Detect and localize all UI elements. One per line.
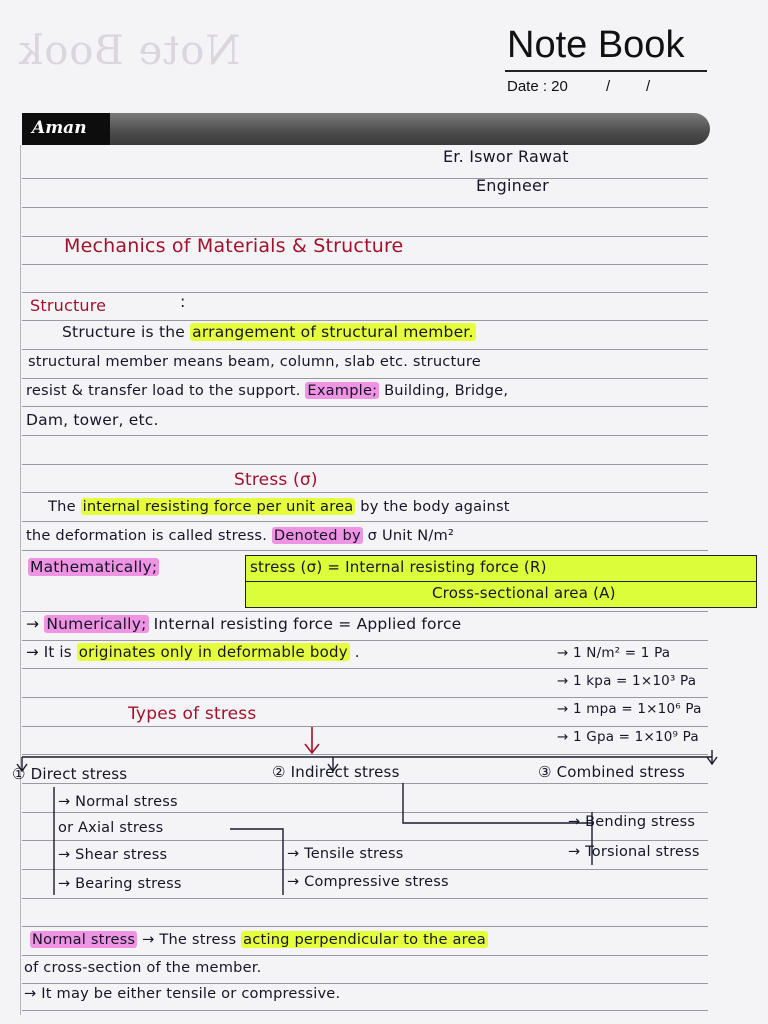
owner-name: Aman: [22, 113, 110, 145]
normal-stress-line-2: of cross-section of the member.: [24, 959, 262, 976]
highlight: Mathematically;: [30, 558, 158, 576]
date-slash: /: [646, 78, 651, 95]
shear-stress-item: → Shear stress: [58, 847, 168, 863]
formula-denominator: Cross-sectional area (A): [432, 584, 616, 602]
date-label: Date : 20: [507, 78, 568, 95]
highlight: Normal stress: [32, 931, 136, 948]
highlight: Example;: [307, 382, 378, 399]
author-role: Engineer: [476, 176, 549, 195]
highlight: acting perpendicular to the area: [243, 931, 486, 948]
structure-colon: :: [180, 292, 186, 311]
bending-stress-item: → Bending stress: [568, 814, 696, 830]
highlight: internal resisting force per unit area: [82, 498, 354, 515]
date-slash: /: [606, 78, 611, 95]
stress-title: Stress (σ): [234, 470, 318, 490]
torsional-stress-item: → Torsional stress: [568, 844, 700, 860]
page-heading: Mechanics of Materials & Structure: [64, 235, 404, 257]
unit-conversion: → 1 Gpa = 1×10⁹ Pa: [557, 729, 699, 745]
author-name: Er. Iswor Rawat: [443, 147, 569, 166]
structure-term: Structure: [30, 296, 107, 315]
highlight: arrangement of structural member.: [192, 323, 474, 341]
formula-numerator: stress (σ) = Internal resisting force (R): [250, 558, 547, 576]
notebook-title: Note Book: [507, 24, 685, 66]
normal-stress-item: → Normal stress: [58, 794, 178, 810]
text: Internal resisting force = Applied force: [153, 615, 462, 633]
text: → It is: [26, 643, 72, 661]
text: the deformation is called stress.: [26, 527, 268, 544]
text: Building, Bridge,: [384, 382, 509, 399]
text: by the body against: [360, 498, 510, 515]
unit-conversion: → 1 mpa = 1×10⁶ Pa: [557, 701, 702, 717]
text: → The stress: [142, 931, 237, 948]
indirect-stress: ② Indirect stress: [272, 763, 400, 781]
combined-stress: ③ Combined stress: [538, 763, 685, 781]
highlight: Denoted by: [273, 527, 361, 544]
unit-conversion: → 1 N/m² = 1 Pa: [557, 645, 671, 661]
unit-conversion: → 1 kpa = 1×10³ Pa: [557, 673, 697, 689]
types-title: Types of stress: [128, 704, 257, 724]
text: resist & transfer load to the support.: [26, 382, 301, 399]
text: The: [48, 498, 76, 515]
normal-stress-line-3: → It may be either tensile or compressive.: [24, 985, 341, 1002]
text: σ Unit N/m²: [367, 527, 455, 544]
structure-line-4: Dam, tower, etc.: [26, 411, 159, 429]
ghost-title: Note Book: [18, 28, 241, 74]
bearing-stress-item: → Bearing stress: [58, 876, 182, 892]
axial-stress-item: or Axial stress: [58, 820, 164, 836]
highlight: originates only in deformable body: [78, 643, 348, 661]
compressive-stress-item: → Compressive stress: [287, 874, 449, 890]
text: .: [354, 643, 360, 661]
text: Structure is the: [62, 323, 185, 341]
structure-line-2: structural member means beam, column, slab etc. structure: [28, 353, 481, 370]
normal-stress-line-1: [30, 931, 488, 948]
direct-stress: ① Direct stress: [12, 765, 128, 783]
tensile-stress-item: → Tensile stress: [287, 846, 404, 862]
arrow: →: [26, 615, 40, 633]
highlight: Numerically;: [46, 615, 147, 633]
